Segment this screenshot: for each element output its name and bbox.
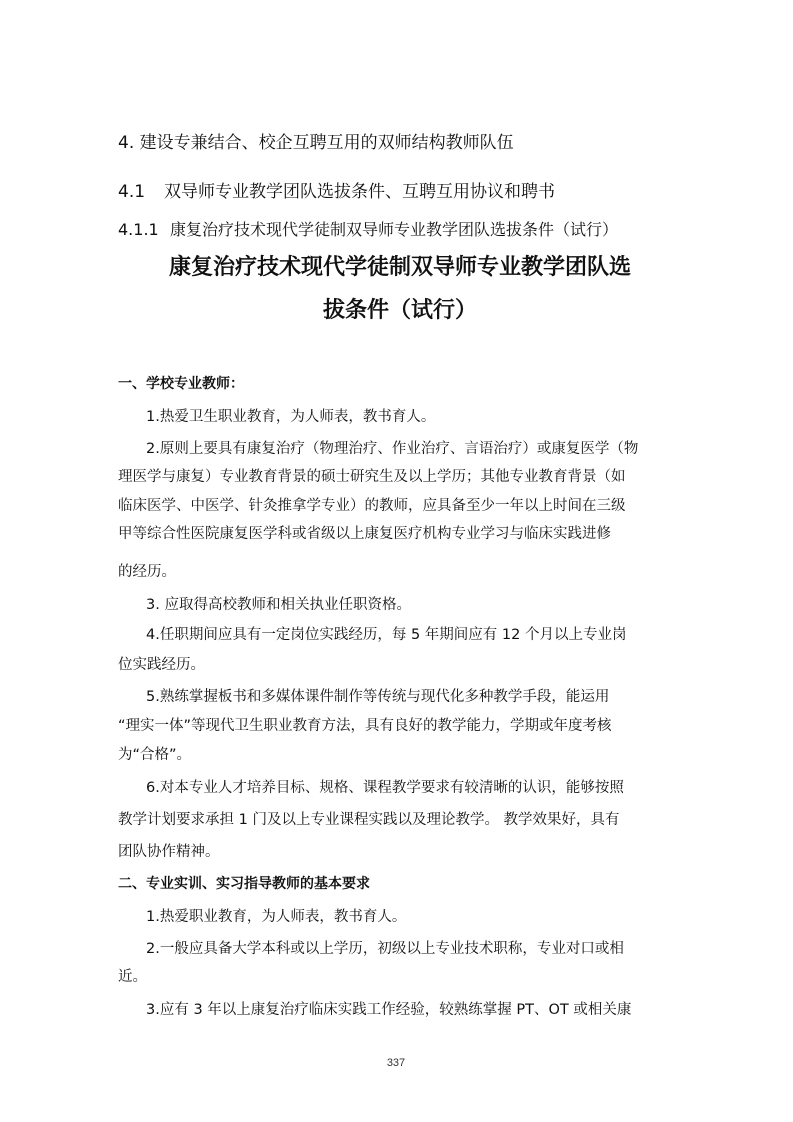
section-1-line: 3. 应取得高校教师和相关执业任职资格。 xyxy=(146,597,411,613)
section-1-line: 甲等综合性医院康复医学科或省级以上康复医疗机构专业学习与临床实践进修 xyxy=(118,526,611,542)
heading-4-1 xyxy=(118,180,555,204)
section-1-line: 4.任职期间应具有一定岗位实践经历，每 5 年期间应有 12 个月以上专业岗 xyxy=(146,627,627,643)
section-2-line: 近。 xyxy=(118,969,147,985)
section-1-line: 理医学与康复）专业教育背景的硕士研究生及以上学历；其他专业教育背景（如 xyxy=(118,469,626,485)
section-1-line: 1.热爱卫生职业教育，为人师表，教书育人。 xyxy=(146,409,436,425)
section-1-line: 临床医学、中医学、针灸推拿学专业）的教师，应具备至少一年以上时间在三级 xyxy=(118,498,626,514)
section-1-line: 教学计划要求承担 1 门及以上专业课程实践以及理论教学。 教学效果好，具有 xyxy=(118,812,620,828)
section-1-heading: 一、学校专业教师： xyxy=(118,376,244,392)
heading-4-1-number: 4.1 xyxy=(118,182,146,202)
section-1-line: 的经历。 xyxy=(118,564,176,580)
heading-4-1-1-number: 4.1.1 xyxy=(118,220,159,239)
section-2-line: 2.一般应具备大学本科或以上学历，初级以上专业技术职称，专业对口或相 xyxy=(146,941,624,957)
section-1-line: 为“合格”。 xyxy=(118,747,192,763)
page-number: 337 xyxy=(386,1057,406,1069)
section-2-heading: 二、专业实训、实习指导教师的基本要求 xyxy=(118,876,370,892)
section-1-line: 6.对本专业人才培养目标、规格、课程教学要求有较清晰的认识，能够按照 xyxy=(146,780,624,796)
document-title-line-2: 拔条件（试行） xyxy=(322,298,477,323)
section-1-line: “理实一体”等现代卫生职业教育方法，具有良好的教学能力，学期或年度考核 xyxy=(118,718,612,734)
section-2-line: 1.热爱职业教育，为人师表，教书育人。 xyxy=(146,909,407,925)
section-1-line: 2.原则上要具有康复治疗（物理治疗、作业治疗、言语治疗）或康复医学（物 xyxy=(146,441,639,457)
section-1-line: 5.熟练掌握板书和多媒体课件制作等传统与现代化多种教学手段，能运用 xyxy=(146,689,610,705)
heading-4-1-1-text: 康复治疗技术现代学徒制双导师专业教学团队选拔条件（试行） xyxy=(170,220,619,239)
section-2-line: 3.应有 3 年以上康复治疗临床实践工作经验，较熟练掌握 PT、OT 或相关康 xyxy=(146,1002,632,1018)
document-title-line-1: 康复治疗技术现代学徒制双导师专业教学团队选 xyxy=(168,255,631,280)
heading-4: 4. 建设专兼结合、校企互聘互用的双师结构教师队伍 xyxy=(118,133,514,153)
section-1-line: 位实践经历。 xyxy=(118,657,205,673)
heading-4-1-1 xyxy=(118,218,618,242)
section-1-line: 团队协作精神。 xyxy=(118,844,220,860)
heading-4-1-text: 双导师专业教学团队选拔条件、互聘互用协议和聘书 xyxy=(164,182,555,202)
